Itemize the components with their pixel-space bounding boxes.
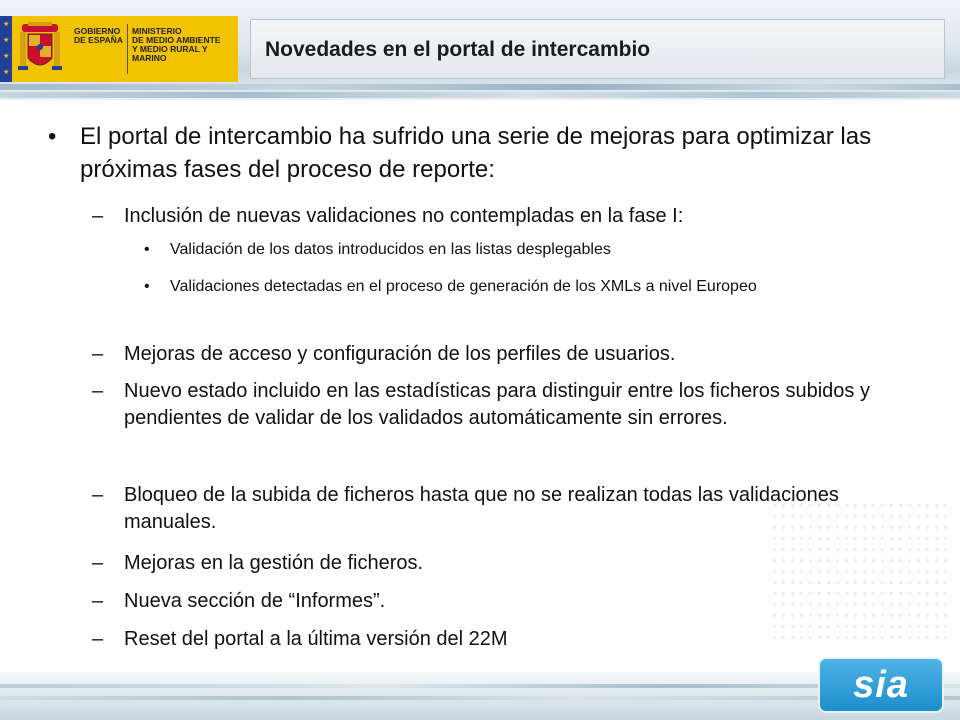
bullet-marker: –: [92, 484, 104, 506]
bullet-level2: [92, 378, 914, 432]
coat-of-arms-icon: [18, 22, 62, 76]
slide-title: Novedades en el portal de intercambio: [265, 38, 651, 61]
star-icon: ★: [3, 21, 10, 28]
star-icon: ★: [3, 69, 10, 76]
footer-band: [0, 672, 960, 720]
footer-wave: [0, 696, 960, 700]
eu-flag-strip: [0, 16, 12, 82]
bullet-level3: [144, 237, 900, 262]
bullet-level2: [92, 482, 914, 536]
bullet-level2: [92, 626, 914, 653]
title-box: [250, 19, 945, 79]
footer-wave: [0, 684, 960, 688]
star-icon: ★: [3, 53, 10, 60]
bullet-text: Mejoras de acceso y configuración de los perfiles de usuarios.: [124, 343, 676, 365]
bullet-level2: [92, 341, 914, 368]
bullet-marker: –: [92, 205, 104, 227]
header-wave: [0, 92, 960, 98]
bullet-text: El portal de intercambio ha sufrido una serie de mejoras para optimizar las próximas fases del proceso de reporte:: [80, 123, 872, 183]
bullet-marker: –: [92, 552, 104, 574]
star-icon: ★: [3, 37, 10, 44]
bullet-text: Reset del portal a la última versión del 22M: [124, 628, 508, 650]
header-wave: [0, 84, 960, 90]
bullet-marker: •: [144, 241, 150, 258]
sia-logo: [818, 657, 944, 713]
bullet-text: Inclusión de nuevas validaciones no contempladas en la fase I:: [124, 205, 684, 227]
ministry-label: MINISTERIO DE MEDIO AMBIENTE Y MEDIO RURAL Y MARINO: [132, 26, 221, 63]
bullet-text: Validaciones detectadas en el proceso de generación de los XMLs a nivel Europeo: [170, 278, 757, 295]
bullet-text: Validación de los datos introducidos en las listas desplegables: [170, 241, 611, 258]
bullet-level2: [92, 203, 914, 230]
bullet-marker: •: [144, 278, 150, 295]
government-label: GOBIERNO DE ESPAÑA: [74, 26, 123, 45]
bullet-level2: [92, 588, 914, 615]
bullet-marker: –: [92, 343, 104, 365]
logo-divider: [127, 24, 128, 74]
bullet-marker: –: [92, 380, 104, 402]
bullet-level1: [48, 120, 910, 186]
bullet-level3: [144, 274, 900, 299]
government-logo: [0, 16, 238, 82]
bullet-text: Nuevo estado incluido en las estadísticas para distinguir entre los ficheros subidos y pendientes de validar de los validados automáticamente sin errores.: [124, 380, 870, 429]
bullet-text: Mejoras en la gestión de ficheros.: [124, 552, 424, 574]
bullet-level2: [92, 550, 914, 577]
bullet-marker: –: [92, 628, 104, 650]
bullet-marker: –: [92, 590, 104, 612]
sia-logo-text: sia: [853, 664, 909, 706]
bullet-text: Nueva sección de “Informes”.: [124, 590, 386, 612]
bullet-marker: •: [48, 123, 57, 150]
bullet-text: Bloqueo de la subida de ficheros hasta que no se realizan todas las validaciones manuales.: [124, 484, 839, 533]
